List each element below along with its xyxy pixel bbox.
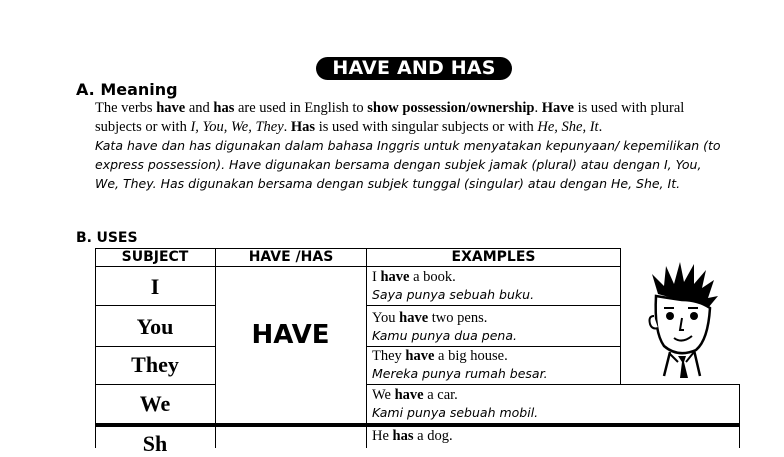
text-run: . [534, 100, 542, 116]
text-run: have [380, 269, 410, 285]
have-label: HAVE [251, 320, 330, 350]
example-we-sentence [372, 386, 538, 404]
text-run: show possession/ownership [367, 100, 535, 116]
section-b-heading [76, 230, 138, 246]
subject-you: You [136, 314, 174, 339]
header-subject: SUBJECT [121, 249, 189, 265]
example-we-translation: Kami punya sebuah mobil. [372, 405, 539, 420]
example-i-translation: Saya punya sebuah buku. [372, 287, 535, 302]
section-b-word: USES [96, 230, 138, 246]
subject-i: I [150, 274, 160, 299]
text-run: is used with plural [573, 100, 685, 116]
text-run: subjects or with [95, 119, 191, 135]
example-we [372, 386, 538, 422]
text-run: He, She, It [537, 119, 599, 135]
example-you-sentence [372, 309, 517, 327]
meaning-indonesian-line-2: express possession). Have digunakan bersama dengan subjek jamak (plural) atau dengan I, You, [95, 157, 702, 172]
text-run: has [392, 428, 414, 444]
meaning-indonesian-line-3: We, They. Has digunakan bersama dengan subjek tunggal (singular) atau dengan He, She, It. [95, 176, 681, 191]
text-run: We [372, 387, 395, 403]
example-i-sentence [372, 268, 534, 286]
example-he-sentence [372, 427, 453, 445]
text-run: is used with singular subjects or with [315, 119, 538, 135]
text-run: has [213, 100, 235, 116]
section-b-prefix: B. [76, 230, 92, 246]
text-run: They [372, 348, 406, 364]
subject-we: We [139, 391, 171, 416]
example-they-translation: Mereka punya rumah besar. [372, 366, 548, 381]
example-they [372, 347, 548, 383]
example-they-sentence [372, 347, 548, 365]
text-run: are used in English to [234, 100, 368, 116]
header-have-has: HAVE /HAS [248, 249, 334, 265]
text-run: have [394, 387, 424, 403]
meaning-english-line-1 [95, 99, 775, 118]
text-run: . [598, 119, 603, 135]
example-i [372, 268, 534, 304]
text-run: have [399, 310, 429, 326]
text-run: have [405, 348, 435, 364]
meaning-english [95, 99, 775, 137]
example-you-translation: Kamu punya dua pena. [372, 328, 517, 343]
text-run: and [185, 100, 214, 116]
text-run: I, You, We, They [190, 119, 284, 135]
text-run: a book. [409, 269, 456, 285]
header-examples: EXAMPLES [451, 249, 536, 265]
text-run: two pens. [428, 310, 488, 326]
subject-she: Sh [142, 431, 168, 456]
meaning-indonesian-line-1: Kata have dan has digunakan dalam bahasa Inggris untuk menyatakan kepunyaan/ kepemilikan (to [95, 138, 721, 153]
cartoon-boy-illustration [638, 258, 728, 380]
text-run: Has [290, 119, 316, 135]
text-run: I [372, 269, 381, 285]
text-run: a big house. [434, 348, 508, 364]
text-run: a car. [423, 387, 458, 403]
example-you [372, 309, 517, 345]
text-run: . [283, 119, 291, 135]
example-he [372, 427, 453, 445]
text-run: The verbs [95, 100, 157, 116]
text-run: He [372, 428, 393, 444]
meaning-indonesian [95, 136, 775, 193]
meaning-english-line-2 [95, 118, 775, 137]
text-run: You [372, 310, 400, 326]
text-run: have [156, 100, 186, 116]
text-run: Have [541, 100, 574, 116]
section-a-heading: A. Meaning [76, 80, 178, 99]
page-title: HAVE AND HAS [316, 57, 512, 80]
text-run: a dog. [413, 428, 453, 444]
subject-they: They [131, 352, 179, 377]
